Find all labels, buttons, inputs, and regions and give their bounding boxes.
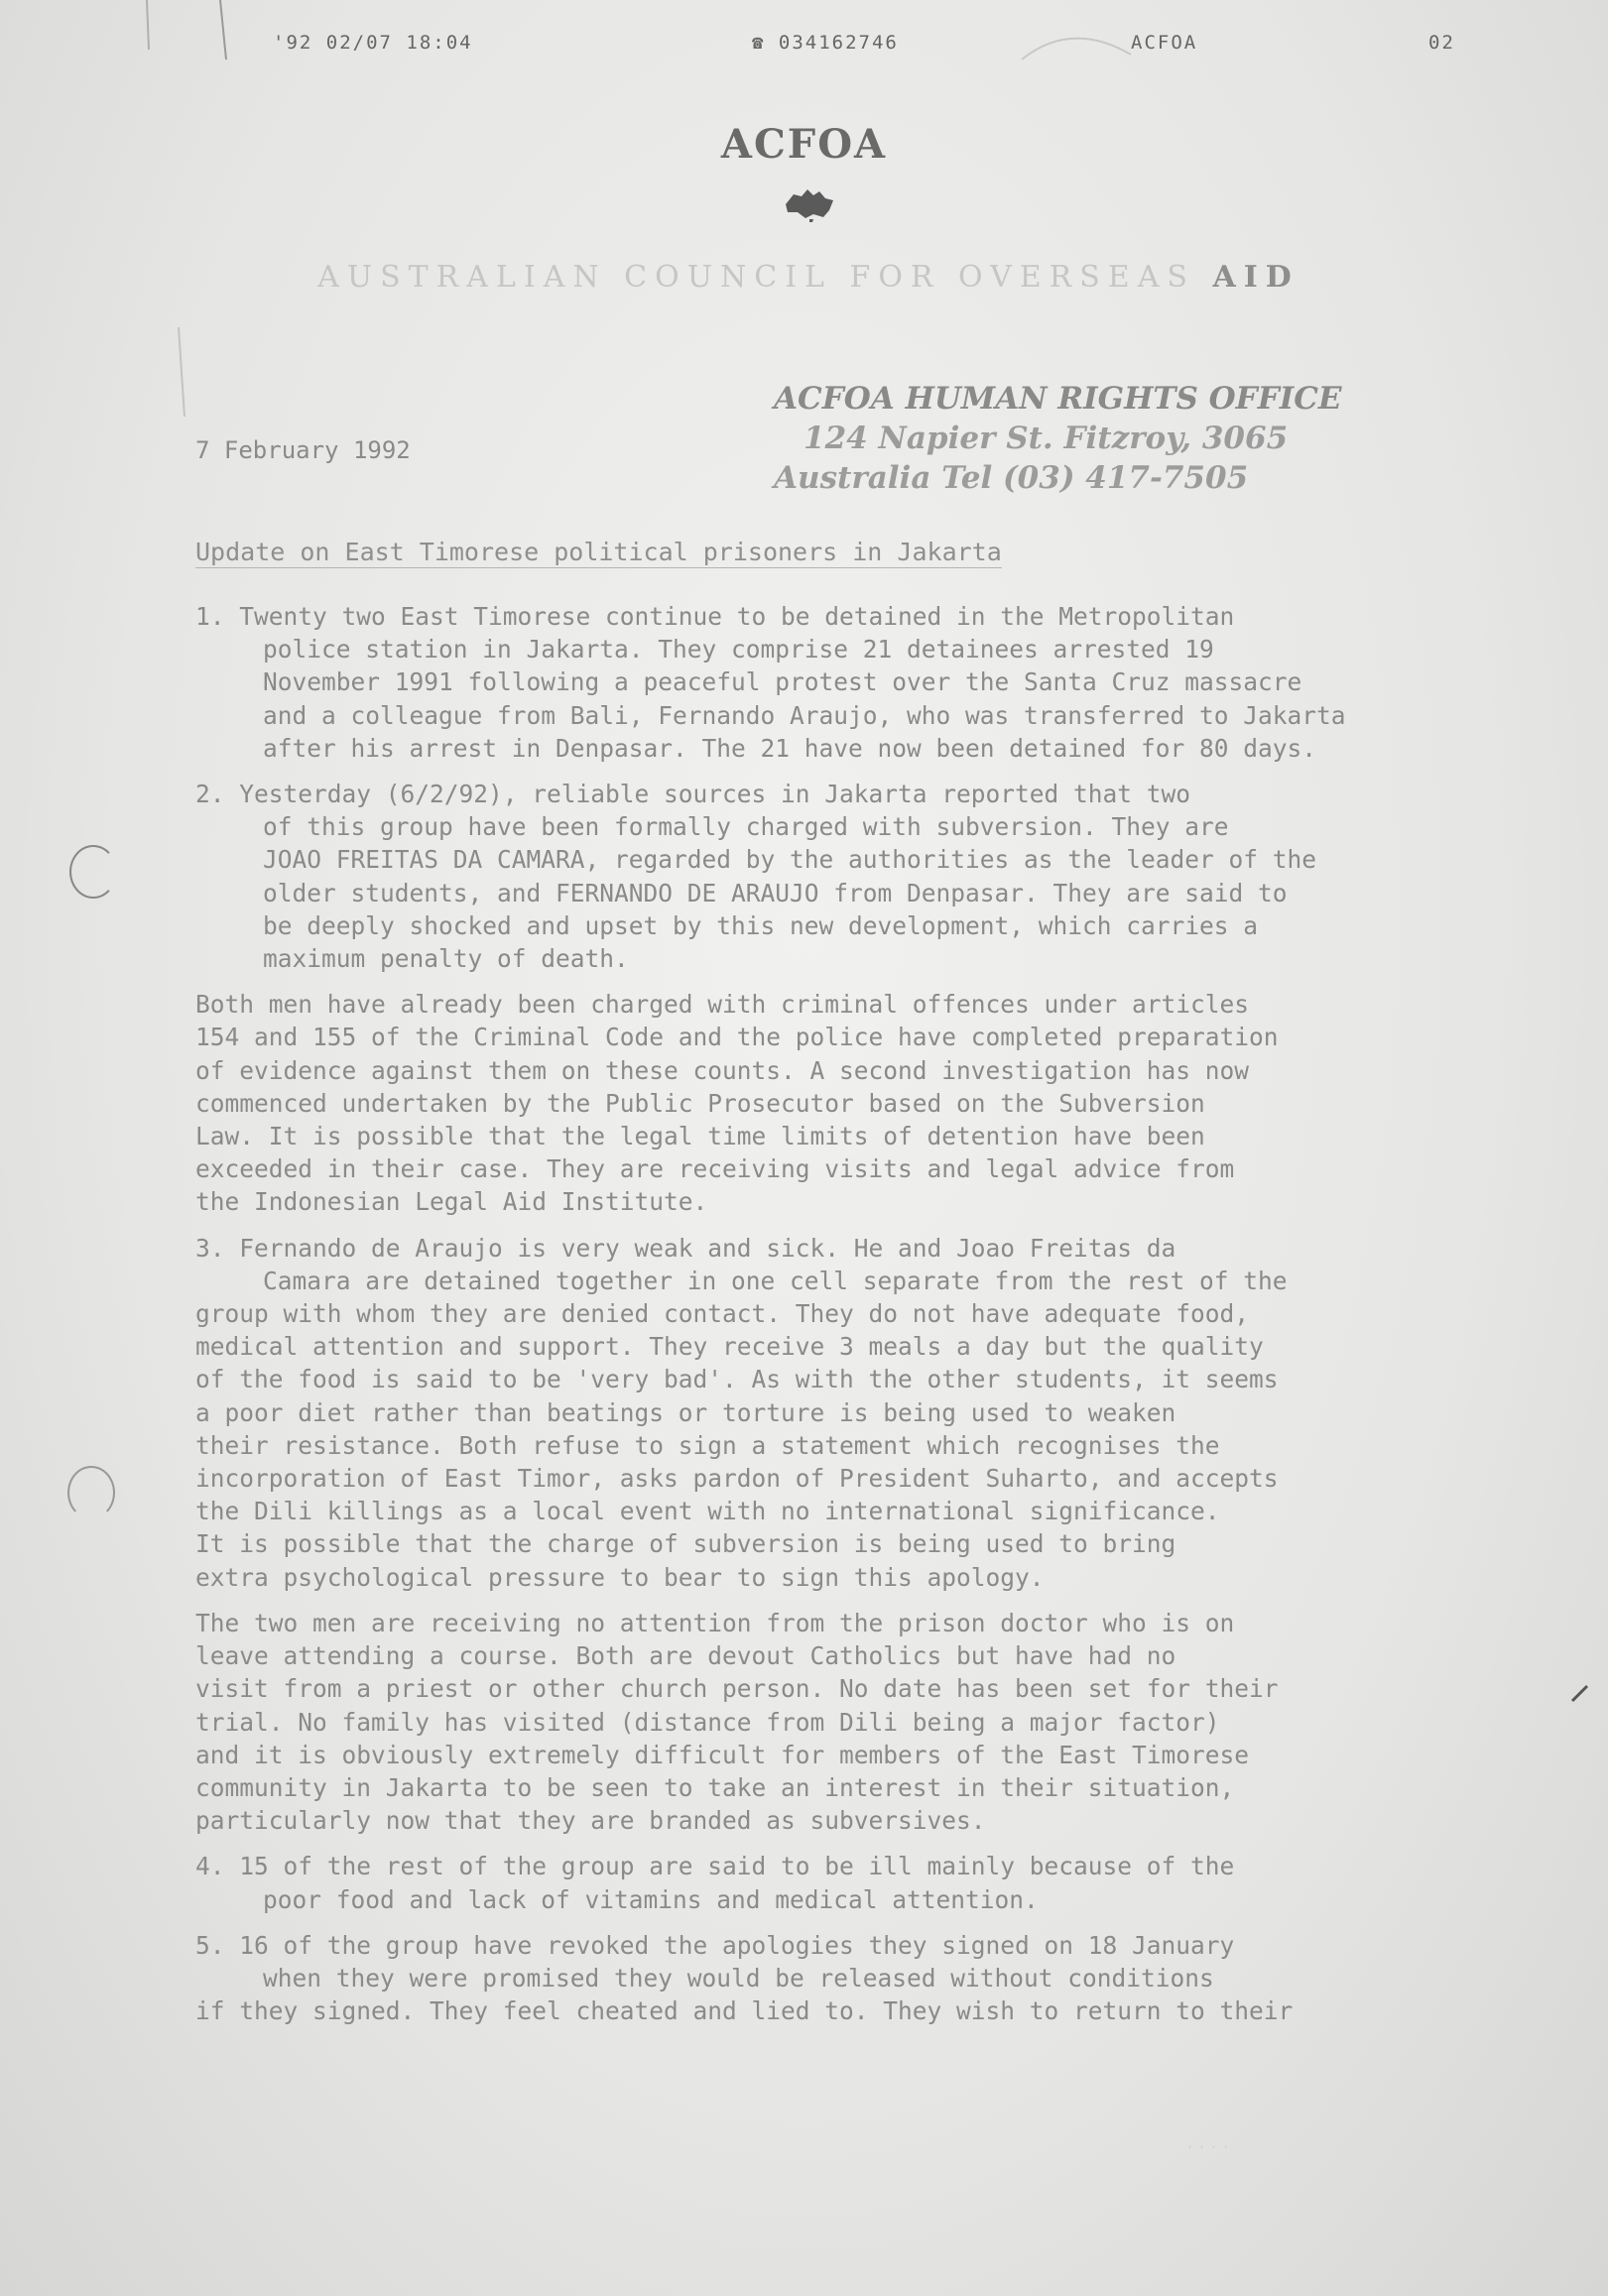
paragraph-line: 5. 16 of the group have revoked the apologies they signed on 18 January xyxy=(195,1930,1235,1960)
paragraph-line: of the food is said to be 'very bad'. As with the other students, it seems xyxy=(195,1365,1279,1394)
fax-transmission-header xyxy=(0,32,1608,61)
paragraph-line: It is possible that the charge of subversion is being used to bring xyxy=(195,1529,1176,1559)
fax-sender: ACFOA xyxy=(1131,32,1198,54)
body-paragraph xyxy=(195,1232,1445,1594)
letter-body xyxy=(195,600,1445,2040)
stamp-line: Australia Tel (03) 417-7505 xyxy=(774,460,1249,496)
paragraph-line: group with whom they are denied contact. They do not have adequate food, xyxy=(195,1299,1250,1329)
paragraph-line: 1. Twenty two East Timorese continue to be detained in the Metropolitan xyxy=(195,602,1235,631)
paragraph-line: trial. No family has visited (distance from Dili being a major factor) xyxy=(195,1707,1220,1737)
body-paragraph xyxy=(195,778,1445,975)
paragraph-line: their resistance. Both refuse to sign a statement which recognises the xyxy=(195,1430,1220,1460)
paragraph-line: medical attention and support. They receive 3 meals a day but the quality xyxy=(195,1332,1264,1362)
paragraph-line: community in Jakarta to be seen to take an interest in their situation, xyxy=(195,1772,1235,1802)
fax-page-number: 02 xyxy=(1428,32,1455,54)
acfoa-logo-text: ACFOA xyxy=(720,121,888,168)
body-paragraph xyxy=(195,600,1445,765)
paragraph-line: after his arrest in Denpasar. The 21 have now been detained for 80 days. xyxy=(263,733,1317,763)
paragraph-line: extra psychological pressure to bear to sign this apology. xyxy=(195,1562,1045,1592)
fax-number: ☎ 034162746 xyxy=(752,32,899,54)
body-paragraph xyxy=(195,1929,1445,2028)
address-stamp xyxy=(774,379,1342,498)
body-paragraph xyxy=(195,988,1445,1218)
body-paragraph xyxy=(195,1850,1445,1915)
australia-map-icon xyxy=(780,186,839,222)
paragraph-line: exceeded in their case. They are receiving visits and legal advice from xyxy=(195,1154,1235,1184)
paragraph-line: the Dili killings as a local event with no international significance. xyxy=(195,1497,1220,1526)
paragraph-line: Camara are detained together in one cell separate from the rest of the xyxy=(263,1266,1288,1295)
paragraph-line: Law. It is possible that the legal time limits of detention have been xyxy=(195,1122,1205,1151)
paragraph-line: police station in Jakarta. They comprise 21 detainees arrested 19 xyxy=(263,635,1214,665)
paragraph-line: and a colleague from Bali, Fernando Araujo, who was transferred to Jakarta xyxy=(263,700,1346,730)
paragraph-line: Both men have already been charged with criminal offences under articles xyxy=(195,990,1250,1020)
paragraph-line: JOAO FREITAS DA CAMARA, regarded by the authorities as the leader of the xyxy=(263,845,1317,875)
paragraph-line: when they were promised they would be released without conditions xyxy=(263,1963,1214,1993)
body-paragraph xyxy=(195,1607,1445,1837)
paragraph-line: poor food and lack of vitamins and medical attention. xyxy=(263,1884,1039,1914)
paragraph-line: November 1991 following a peaceful protest over the Santa Cruz massacre xyxy=(263,667,1302,697)
paragraph-line: and it is obviously extremely difficult for members of the East Timorese xyxy=(195,1740,1250,1769)
paragraph-line: leave attending a course. Both are devout Catholics but have had no xyxy=(195,1641,1176,1671)
organisation-name xyxy=(228,260,1389,295)
organisation-name-end: AID xyxy=(1212,260,1299,295)
stamp-line: ACFOA HUMAN RIGHTS OFFICE xyxy=(774,381,1342,417)
paragraph-line: The two men are receiving no attention from the prison doctor who is on xyxy=(195,1608,1235,1637)
paragraph-line: 3. Fernando de Araujo is very weak and sick. He and Joao Freitas da xyxy=(195,1233,1176,1263)
punch-hole xyxy=(67,1466,115,1519)
paragraph-line: particularly now that they are branded as subversives. xyxy=(195,1806,986,1836)
paragraph-line: of evidence against them on these counts. A second investigation has now xyxy=(195,1055,1250,1085)
paragraph-line: 4. 15 of the rest of the group are said to be ill mainly because of the xyxy=(195,1852,1235,1881)
paragraph-line: maximum penalty of death. xyxy=(263,944,629,974)
letter-date: 7 February 1992 xyxy=(195,436,411,464)
paragraph-line: the Indonesian Legal Aid Institute. xyxy=(195,1187,708,1217)
footer-smudge: .... xyxy=(1185,2134,1234,2152)
fax-datetime: '92 02/07 18:04 xyxy=(273,32,473,54)
paragraph-line: be deeply shocked and upset by this new development, which carries a xyxy=(263,910,1259,940)
paragraph-line: older students, and FERNANDO DE ARAUJO from Denpasar. They are said to xyxy=(263,878,1288,907)
letter-subject: Update on East Timorese political prisoners in Jakarta xyxy=(195,538,1002,566)
paragraph-line: if they signed. They feel cheated and lied to. They wish to return to their xyxy=(195,1996,1294,2026)
paragraph-line: commenced undertaken by the Public Prosecutor based on the Subversion xyxy=(195,1088,1205,1118)
paragraph-line: 154 and 155 of the Criminal Code and the police have completed preparation xyxy=(195,1023,1279,1052)
paragraph-line: visit from a priest or other church person. No date has been set for their xyxy=(195,1674,1279,1704)
paragraph-line: incorporation of East Timor, asks pardon of President Suharto, and accepts xyxy=(195,1464,1279,1494)
punch-hole xyxy=(69,845,117,899)
stamp-line: 124 Napier St. Fitzroy, 3065 xyxy=(804,421,1289,456)
organisation-name-faded: AUSTRALIAN COUNCIL FOR OVERSEAS xyxy=(317,260,1195,295)
paragraph-line: of this group have been formally charged with subversion. They are xyxy=(263,812,1229,842)
paragraph-line: 2. Yesterday (6/2/92), reliable sources in Jakarta reported that two xyxy=(195,780,1191,809)
paragraph-line: a poor diet rather than beatings or torture is being used to weaken xyxy=(195,1397,1176,1427)
